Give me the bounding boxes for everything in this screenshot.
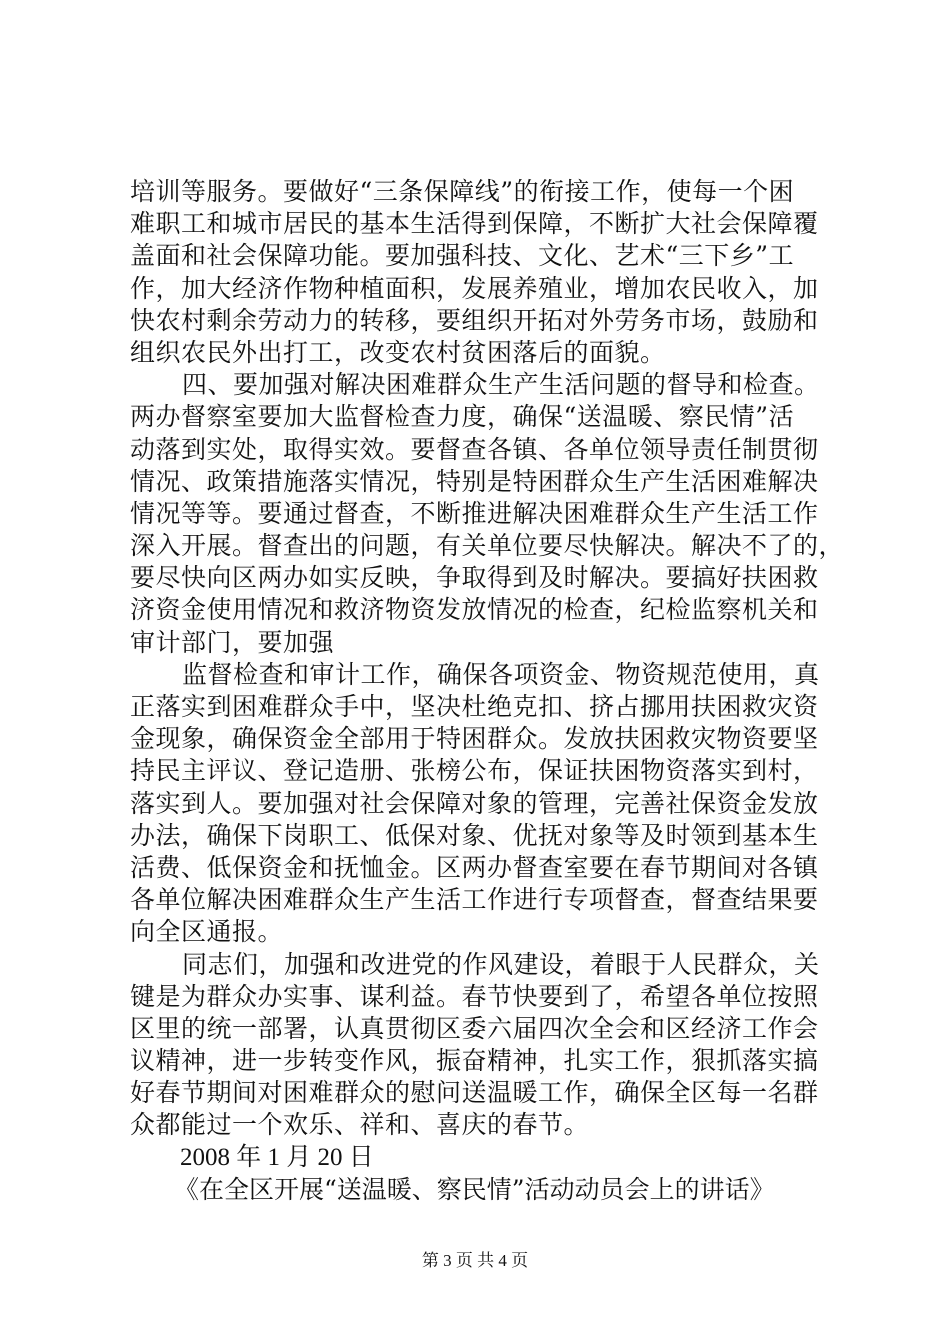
text-line: 键是为群众办实事、谋利益。春节快要到了，希望各单位按照: [130, 981, 819, 1011]
text-line: 落实到人。要加强对社会保障对象的管理，完善社保资金发放: [130, 788, 819, 818]
text-line: 培训等服务。要做好“三条保障线”的衔接工作，使每一个困: [130, 177, 795, 206]
text-line: 快农村剩余劳动力的转移，要组织开拓对外劳务市场，鼓励和: [130, 305, 819, 335]
page-indicator: 第 3 页 共 4 页: [421, 1251, 529, 1270]
page-footer: [0, 1250, 950, 1272]
text-line: 情况等等。要通过督查，不断推进解决困难群众生产生活工作: [130, 498, 819, 528]
text-line: 区里的统一部署，认真贯彻区委六届四次全会和区经济工作会: [130, 1013, 819, 1043]
text-line: 持民主评议、登记造册、张榜公布，保证扶困物资落实到村，: [130, 756, 819, 786]
text-line: 正落实到困难群众手中，坚决杜绝克扣、挤占挪用扶困救灾资: [130, 692, 819, 721]
text-line: 盖面和社会保障功能。要加强科技、文化、艺术“三下乡”工: [130, 241, 795, 271]
paragraph-start-line: 四、要加强对解决困难群众生产生活问题的督导和检查。: [182, 370, 820, 400]
text-line: 议精神，进一步转变作风，振奋精神，扎实工作，狠抓落实搞: [130, 1046, 819, 1076]
text-line: 好春节期间对困难群众的慰问送温暖工作，确保全区每一名群: [130, 1078, 819, 1108]
text-line: 要尽快向区两办如实反映，争取得到及时解决。要搞好扶困救: [130, 563, 819, 593]
text-line: 各单位解决困难群众生产生活工作进行专项督查，督查结果要: [130, 885, 819, 915]
text-line: 两办督察室要加大监督检查力度，确保“送温暖、察民情”活: [130, 402, 795, 432]
text-line: 济资金使用情况和救济物资发放情况的检查，纪检监察机关和: [130, 595, 819, 625]
text-line: 向全区通报。: [130, 917, 284, 947]
paragraph-start-line: 同志们，加强和改进党的作风建设，着眼于人民群众，关: [182, 949, 820, 979]
text-line: 动落到实处，取得实效。要督查各镇、各单位领导责任制贯彻: [130, 434, 819, 464]
text-line: 难职工和城市居民的基本生活得到保障，不断扩大社会保障覆: [130, 209, 819, 239]
text-line: 组织农民外出打工，改变农村贫困落后的面貌。: [130, 337, 666, 367]
document-date: 2008 年 1 月 20 日: [180, 1143, 374, 1171]
paragraph-start-line: 监督检查和审计工作，确保各项资金、物资规范使用，真: [182, 659, 820, 689]
text-line: 金现象，确保资金全部用于特困群众。发放扶困救灾物资要坚: [130, 724, 819, 754]
text-line: 深入开展。督查出的问题，有关单位要尽快解决。解决不了的，: [130, 531, 845, 561]
text-line: 众都能过一个欢乐、祥和、喜庆的春节。: [130, 1110, 590, 1140]
document-title: 《在全区开展“送温暖、察民情”活动动员会上的讲话》: [174, 1174, 775, 1204]
text-line: 作，加大经济作物种植面积，发展养殖业，增加农民收入，加: [130, 273, 819, 303]
text-line: 审计部门，要加强: [130, 627, 335, 657]
text-line: 活费、低保资金和抚恤金。区两办督查室要在春节期间对各镇: [130, 852, 819, 882]
text-line: 办法，确保下岗职工、低保对象、优抚对象等及时领到基本生: [130, 820, 819, 850]
text-line: 情况、政策措施落实情况，特别是特困群众生产生活困难解决: [130, 466, 819, 496]
document-body: [130, 176, 845, 1206]
